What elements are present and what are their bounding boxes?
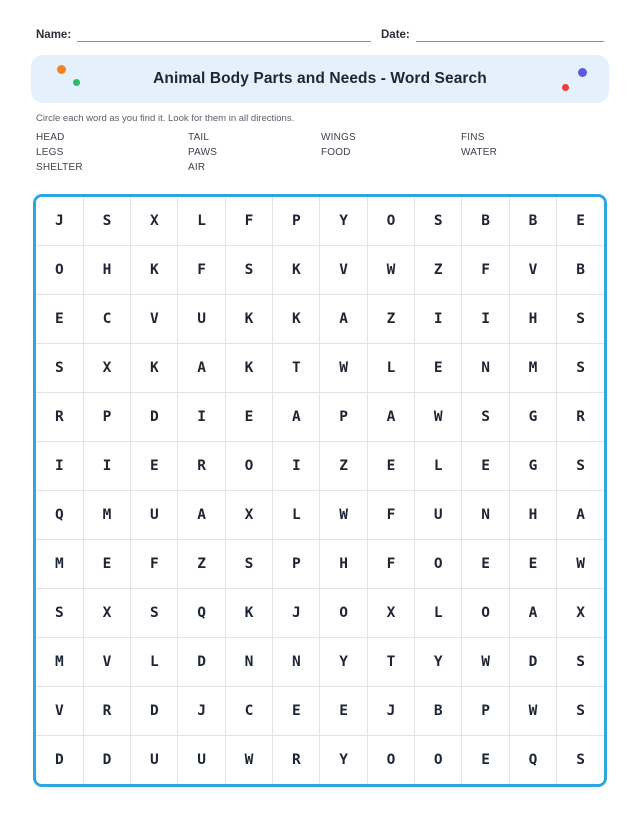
grid-cell-r2c3[interactable]: K — [131, 246, 178, 295]
grid-cell-r9c11[interactable]: A — [509, 589, 556, 638]
grid-cell-r6c6[interactable]: I — [273, 442, 320, 491]
word-search-grid[interactable] — [36, 197, 604, 784]
grid-cell-r11c5[interactable]: C — [225, 687, 272, 736]
grid-cell-r4c10[interactable]: N — [462, 344, 509, 393]
grid-cell-r7c2[interactable]: M — [83, 491, 130, 540]
grid-cell-r11c3[interactable]: D — [131, 687, 178, 736]
grid-cell-r6c9[interactable]: L — [415, 442, 462, 491]
grid-row — [36, 197, 604, 246]
grid-cell-r7c9[interactable]: U — [415, 491, 462, 540]
grid-row — [36, 540, 604, 589]
word-search-grid-body — [36, 197, 604, 784]
grid-cell-r1c6[interactable]: P — [273, 197, 320, 246]
grid-cell-r12c2[interactable]: D — [83, 736, 130, 785]
word-item-legs[interactable]: LEGS — [36, 147, 64, 158]
grid-cell-r5c11[interactable]: G — [509, 393, 556, 442]
grid-cell-r8c3[interactable]: F — [131, 540, 178, 589]
page-title: Animal Body Parts and Needs - Word Search — [153, 70, 487, 87]
grid-cell-r9c5[interactable]: K — [225, 589, 272, 638]
name-input-line[interactable] — [77, 28, 371, 42]
word-item-head[interactable]: HEAD — [36, 132, 65, 143]
grid-cell-r11c12[interactable]: S — [557, 687, 604, 736]
grid-row — [36, 736, 604, 785]
grid-cell-r7c11[interactable]: H — [509, 491, 556, 540]
grid-cell-r4c4[interactable]: A — [178, 344, 225, 393]
grid-cell-r7c6[interactable]: L — [273, 491, 320, 540]
grid-cell-r4c8[interactable]: L — [367, 344, 414, 393]
grid-cell-r3c4[interactable]: U — [178, 295, 225, 344]
word-item-empty — [321, 160, 461, 175]
grid-cell-r9c10[interactable]: O — [462, 589, 509, 638]
grid-cell-r6c2[interactable]: I — [83, 442, 130, 491]
grid-cell-r12c8[interactable]: O — [367, 736, 414, 785]
grid-cell-r1c12[interactable]: E — [557, 197, 604, 246]
grid-cell-r8c2[interactable]: E — [83, 540, 130, 589]
grid-row — [36, 295, 604, 344]
date-input-line[interactable] — [416, 28, 604, 42]
grid-row — [36, 638, 604, 687]
grid-cell-r11c8[interactable]: J — [367, 687, 414, 736]
grid-cell-r6c12[interactable]: S — [557, 442, 604, 491]
grid-cell-r12c4[interactable]: U — [178, 736, 225, 785]
grid-cell-r3c6[interactable]: K — [273, 295, 320, 344]
grid-cell-r11c4[interactable]: J — [178, 687, 225, 736]
grid-cell-r2c6[interactable]: K — [273, 246, 320, 295]
word-list-row — [36, 145, 604, 160]
grid-cell-r7c7[interactable]: W — [320, 491, 367, 540]
grid-cell-r11c9[interactable]: B — [415, 687, 462, 736]
word-item-air[interactable]: AIR — [188, 162, 206, 173]
grid-row — [36, 246, 604, 295]
grid-row — [36, 491, 604, 540]
grid-cell-r5c7[interactable]: P — [320, 393, 367, 442]
grid-cell-r2c1[interactable]: O — [36, 246, 83, 295]
grid-cell-r10c12[interactable]: S — [557, 638, 604, 687]
instructions-text: Circle each word as you find it. Look for them in all directions. — [36, 113, 295, 124]
grid-cell-r1c4[interactable]: L — [178, 197, 225, 246]
grid-cell-r10c9[interactable]: Y — [415, 638, 462, 687]
grid-cell-r6c7[interactable]: Z — [320, 442, 367, 491]
grid-cell-r12c5[interactable]: W — [225, 736, 272, 785]
grid-cell-r4c12[interactable]: S — [557, 344, 604, 393]
grid-cell-r5c3[interactable]: D — [131, 393, 178, 442]
grid-row — [36, 589, 604, 638]
grid-cell-r2c7[interactable]: V — [320, 246, 367, 295]
grid-cell-r12c1[interactable]: D — [36, 736, 83, 785]
grid-cell-r8c8[interactable]: F — [367, 540, 414, 589]
grid-cell-r6c4[interactable]: R — [178, 442, 225, 491]
grid-cell-r10c2[interactable]: V — [83, 638, 130, 687]
grid-cell-r5c5[interactable]: E — [225, 393, 272, 442]
grid-cell-r6c10[interactable]: E — [462, 442, 509, 491]
grid-cell-r3c5[interactable]: K — [225, 295, 272, 344]
grid-cell-r9c9[interactable]: L — [415, 589, 462, 638]
grid-cell-r1c11[interactable]: B — [509, 197, 556, 246]
grid-cell-r11c7[interactable]: E — [320, 687, 367, 736]
grid-cell-r10c10[interactable]: W — [462, 638, 509, 687]
red-dot-icon — [562, 84, 569, 91]
grid-cell-r6c8[interactable]: E — [367, 442, 414, 491]
date-group — [381, 28, 604, 42]
word-search-grid-container — [33, 194, 607, 787]
grid-cell-r2c10[interactable]: F — [462, 246, 509, 295]
grid-cell-r3c9[interactable]: I — [415, 295, 462, 344]
grid-cell-r8c10[interactable]: E — [462, 540, 509, 589]
grid-cell-r5c6[interactable]: A — [273, 393, 320, 442]
title-banner — [31, 55, 609, 103]
grid-cell-r5c12[interactable]: R — [557, 393, 604, 442]
name-label: Name: — [36, 29, 72, 41]
grid-cell-r8c12[interactable]: W — [557, 540, 604, 589]
grid-cell-r4c9[interactable]: E — [415, 344, 462, 393]
grid-cell-r4c3[interactable]: K — [131, 344, 178, 393]
grid-cell-r12c11[interactable]: Q — [509, 736, 556, 785]
grid-cell-r8c6[interactable]: P — [273, 540, 320, 589]
grid-cell-r11c10[interactable]: P — [462, 687, 509, 736]
grid-cell-r3c3[interactable]: V — [131, 295, 178, 344]
grid-cell-r10c11[interactable]: D — [509, 638, 556, 687]
grid-cell-r1c8[interactable]: O — [367, 197, 414, 246]
grid-cell-r11c11[interactable]: W — [509, 687, 556, 736]
grid-cell-r10c6[interactable]: N — [273, 638, 320, 687]
word-item-shelter[interactable]: SHELTER — [36, 162, 83, 173]
grid-cell-r2c12[interactable]: B — [557, 246, 604, 295]
blue-dot-icon — [578, 68, 587, 77]
grid-cell-r11c6[interactable]: E — [273, 687, 320, 736]
grid-cell-r6c1[interactable]: I — [36, 442, 83, 491]
word-item-paws[interactable]: PAWS — [188, 147, 218, 158]
grid-cell-r5c9[interactable]: W — [415, 393, 462, 442]
grid-cell-r2c11[interactable]: V — [509, 246, 556, 295]
grid-cell-r3c7[interactable]: A — [320, 295, 367, 344]
grid-cell-r6c11[interactable]: G — [509, 442, 556, 491]
date-label: Date: — [381, 29, 410, 41]
word-item-tail[interactable]: TAIL — [188, 132, 210, 143]
grid-cell-r1c9[interactable]: S — [415, 197, 462, 246]
word-list-row — [36, 160, 604, 175]
grid-cell-r1c7[interactable]: Y — [320, 197, 367, 246]
green-dot-icon — [73, 79, 80, 86]
grid-cell-r10c1[interactable]: M — [36, 638, 83, 687]
grid-cell-r1c2[interactable]: S — [83, 197, 130, 246]
grid-cell-r1c3[interactable]: X — [131, 197, 178, 246]
grid-row — [36, 687, 604, 736]
grid-cell-r9c1[interactable]: S — [36, 589, 83, 638]
grid-cell-r7c5[interactable]: X — [225, 491, 272, 540]
grid-cell-r10c5[interactable]: N — [225, 638, 272, 687]
grid-cell-r8c1[interactable]: M — [36, 540, 83, 589]
grid-cell-r4c2[interactable]: X — [83, 344, 130, 393]
orange-dot-icon — [57, 65, 66, 74]
grid-cell-r5c10[interactable]: S — [462, 393, 509, 442]
grid-cell-r12c3[interactable]: U — [131, 736, 178, 785]
grid-cell-r2c5[interactable]: S — [225, 246, 272, 295]
grid-cell-r4c1[interactable]: S — [36, 344, 83, 393]
grid-cell-r8c5[interactable]: S — [225, 540, 272, 589]
grid-cell-r10c8[interactable]: T — [367, 638, 414, 687]
grid-cell-r4c5[interactable]: K — [225, 344, 272, 393]
grid-cell-r9c12[interactable]: X — [557, 589, 604, 638]
grid-cell-r1c1[interactable]: J — [36, 197, 83, 246]
grid-cell-r2c2[interactable]: H — [83, 246, 130, 295]
grid-cell-r10c7[interactable]: Y — [320, 638, 367, 687]
grid-cell-r10c4[interactable]: D — [178, 638, 225, 687]
name-group — [36, 28, 381, 42]
grid-cell-r12c7[interactable]: Y — [320, 736, 367, 785]
word-list — [36, 130, 604, 175]
grid-cell-r8c7[interactable]: H — [320, 540, 367, 589]
grid-cell-r4c6[interactable]: T — [273, 344, 320, 393]
grid-cell-r3c10[interactable]: I — [462, 295, 509, 344]
grid-cell-r11c2[interactable]: R — [83, 687, 130, 736]
grid-cell-r7c1[interactable]: Q — [36, 491, 83, 540]
grid-cell-r7c3[interactable]: U — [131, 491, 178, 540]
grid-cell-r3c1[interactable]: E — [36, 295, 83, 344]
grid-cell-r9c8[interactable]: X — [367, 589, 414, 638]
grid-cell-r9c3[interactable]: S — [131, 589, 178, 638]
word-item-food[interactable]: FOOD — [321, 147, 351, 158]
grid-cell-r8c11[interactable]: E — [509, 540, 556, 589]
grid-cell-r7c4[interactable]: A — [178, 491, 225, 540]
grid-cell-r5c4[interactable]: I — [178, 393, 225, 442]
grid-cell-r9c2[interactable]: X — [83, 589, 130, 638]
grid-cell-r10c3[interactable]: L — [131, 638, 178, 687]
grid-cell-r3c12[interactable]: S — [557, 295, 604, 344]
grid-cell-r12c9[interactable]: O — [415, 736, 462, 785]
grid-cell-r5c2[interactable]: P — [83, 393, 130, 442]
grid-cell-r5c8[interactable]: A — [367, 393, 414, 442]
grid-cell-r12c10[interactable]: E — [462, 736, 509, 785]
word-item-empty — [461, 160, 604, 175]
word-item-water[interactable]: WATER — [461, 147, 497, 158]
grid-row — [36, 393, 604, 442]
grid-cell-r2c9[interactable]: Z — [415, 246, 462, 295]
grid-cell-r2c4[interactable]: F — [178, 246, 225, 295]
grid-cell-r9c6[interactable]: J — [273, 589, 320, 638]
grid-row — [36, 344, 604, 393]
grid-cell-r7c12[interactable]: A — [557, 491, 604, 540]
grid-cell-r12c6[interactable]: R — [273, 736, 320, 785]
grid-cell-r9c7[interactable]: O — [320, 589, 367, 638]
grid-cell-r1c5[interactable]: F — [225, 197, 272, 246]
grid-cell-r5c1[interactable]: R — [36, 393, 83, 442]
grid-cell-r3c2[interactable]: C — [83, 295, 130, 344]
grid-cell-r9c4[interactable]: Q — [178, 589, 225, 638]
grid-cell-r6c5[interactable]: O — [225, 442, 272, 491]
grid-cell-r7c10[interactable]: N — [462, 491, 509, 540]
name-date-row — [0, 0, 640, 42]
grid-row — [36, 442, 604, 491]
grid-cell-r3c8[interactable]: Z — [367, 295, 414, 344]
grid-cell-r2c8[interactable]: W — [367, 246, 414, 295]
grid-cell-r3c11[interactable]: H — [509, 295, 556, 344]
word-item-wings[interactable]: WINGS — [321, 132, 356, 143]
grid-cell-r6c3[interactable]: E — [131, 442, 178, 491]
grid-cell-r4c11[interactable]: M — [509, 344, 556, 393]
grid-cell-r8c4[interactable]: Z — [178, 540, 225, 589]
word-list-row — [36, 130, 604, 145]
grid-cell-r11c1[interactable]: V — [36, 687, 83, 736]
grid-cell-r12c12[interactable]: S — [557, 736, 604, 785]
word-item-fins[interactable]: FINS — [461, 132, 485, 143]
grid-cell-r1c10[interactable]: B — [462, 197, 509, 246]
grid-cell-r4c7[interactable]: W — [320, 344, 367, 393]
grid-cell-r8c9[interactable]: O — [415, 540, 462, 589]
grid-cell-r7c8[interactable]: F — [367, 491, 414, 540]
